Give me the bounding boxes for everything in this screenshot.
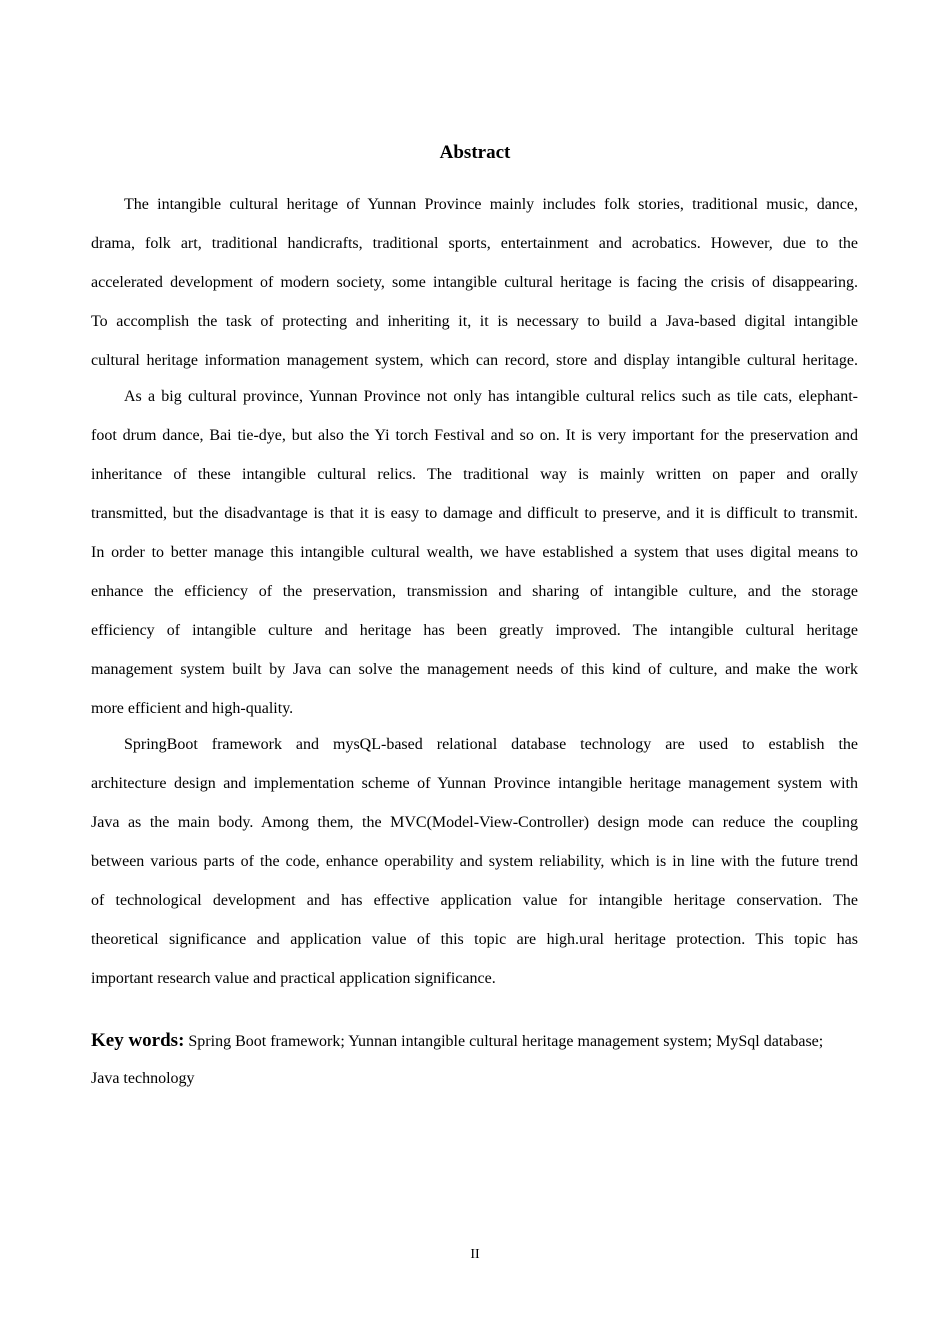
text-line: inheritance of these intangible cultural relics. The traditional way is mainly written on paper and orally bbox=[91, 466, 858, 483]
keywords-text: Spring Boot framework; Yunnan intangible cultural heritage management system; MySql database; bbox=[184, 1033, 824, 1050]
text-line: To accomplish the task of protecting and inheriting it, it is necessary to build a Java-based digital intangible bbox=[91, 313, 858, 330]
keywords-line-1 bbox=[91, 1022, 858, 1060]
text-line: As a big cultural province, Yunnan Province not only has intangible cultural relics such as tile cats, elephant- bbox=[124, 388, 858, 405]
text-line: management system built by Java can solve the management needs of this kind of culture, and make the work bbox=[91, 661, 858, 678]
text-line: theoretical significance and application value of this topic are high.ural heritage protection. This topic has bbox=[91, 931, 858, 948]
text-line: enhance the efficiency of the preservation, transmission and sharing of intangible culture, and the storage bbox=[91, 583, 858, 600]
text-line: In order to better manage this intangible cultural wealth, we have established a system that uses digital means to bbox=[91, 544, 858, 561]
abstract-title: Abstract bbox=[439, 142, 511, 163]
text-line: foot drum dance, Bai tie-dye, but also the Yi torch Festival and so on. It is very important for the preservation and bbox=[91, 427, 858, 444]
text-line: of technological development and has effective application value for intangible heritage conservation. The bbox=[91, 892, 858, 909]
page-number: II bbox=[470, 1247, 480, 1262]
text-line: SpringBoot framework and mysQL-based relational database technology are used to establish the bbox=[124, 736, 858, 753]
text-line: between various parts of the code, enhance operability and system reliability, which is in line with the future trend bbox=[91, 853, 858, 870]
text-line: The intangible cultural heritage of Yunnan Province mainly includes folk stories, traditional music, dance, bbox=[124, 196, 858, 213]
text-line: important research value and practical application significance. bbox=[91, 970, 496, 987]
text-line: Java as the main body. Among them, the MVC(Model-View-Controller) design mode can reduce the coupling bbox=[91, 814, 858, 831]
text-line: cultural heritage information management system, which can record, store and display intangible cultural heritage. bbox=[91, 352, 858, 369]
paragraph-2 bbox=[91, 377, 858, 728]
keywords-label: Key words: bbox=[91, 1030, 185, 1051]
text-line: drama, folk art, traditional handicrafts, traditional sports, entertainment and acrobatics. However, due to the bbox=[91, 235, 858, 252]
text-line: efficiency of intangible culture and heritage has been greatly improved. The intangible cultural heritage bbox=[91, 622, 858, 639]
paragraph-3 bbox=[91, 725, 858, 998]
text-line: accelerated development of modern society, some intangible cultural heritage is facing the crisis of disappearing. bbox=[91, 274, 858, 291]
text-line: architecture design and implementation scheme of Yunnan Province intangible heritage management system with bbox=[91, 775, 858, 792]
paragraph-1 bbox=[91, 185, 858, 380]
text-line: more efficient and high-quality. bbox=[91, 700, 294, 717]
text-line: transmitted, but the disadvantage is that it is easy to damage and difficult to preserve, and it is difficult to transmit. bbox=[91, 505, 858, 522]
keywords bbox=[91, 1022, 858, 1098]
keywords-line-2: Java technology bbox=[91, 1070, 195, 1087]
